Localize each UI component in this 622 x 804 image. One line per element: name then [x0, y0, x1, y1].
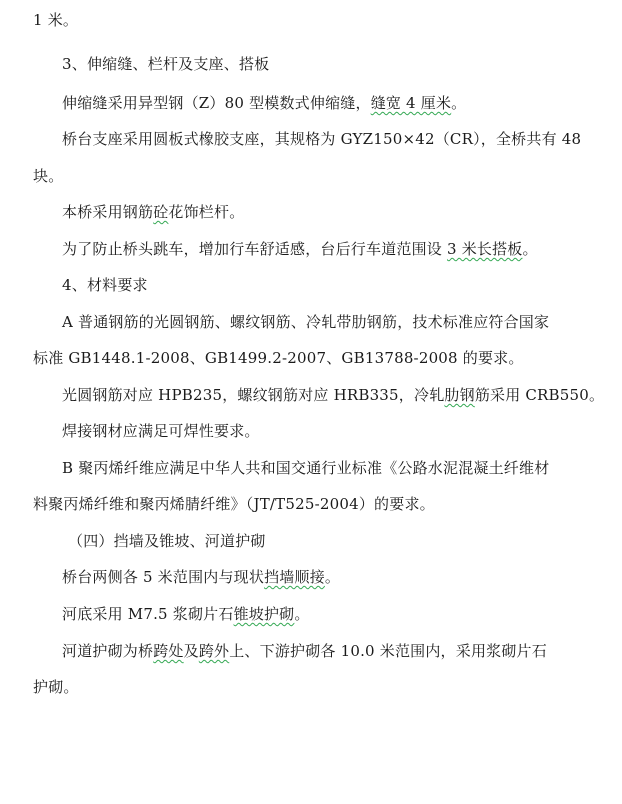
text-span: 河道护砌为桥	[62, 642, 154, 660]
text-span: 花饰栏杆。	[168, 203, 245, 221]
text-line	[62, 421, 260, 441]
text-span: 护砌。	[33, 678, 79, 696]
text-line	[33, 10, 78, 30]
text-span: 块。	[33, 167, 64, 185]
section-heading	[62, 54, 269, 74]
text-span: 4、材料要求	[62, 276, 148, 294]
text-span: 伸缩缝采用异型钢（Z）80 型模数式伸缩缝，	[62, 94, 371, 112]
text-span: 本桥采用钢筋	[62, 203, 154, 221]
text-line	[33, 166, 63, 186]
text-line	[62, 458, 549, 478]
text-span: 上、下游护砌各 10.0 米范围内，采用浆砌片石	[229, 642, 547, 660]
section-heading	[68, 531, 266, 551]
text-line	[62, 567, 340, 587]
text-span: B 聚丙烯纤维应满足中华人共和国交通行业标准《公路水泥混凝土纤维材	[62, 459, 550, 477]
section-heading	[62, 275, 148, 295]
text-span: A 普通钢筋的光圆钢筋、螺纹钢筋、冷轧带肋钢筋，技术标准应符合国家	[62, 313, 550, 331]
text-span: 。	[294, 605, 310, 623]
text-line	[62, 129, 581, 149]
text-span: 。	[324, 568, 341, 586]
grammar-flag[interactable]: 3 米长搭板	[446, 240, 523, 258]
grammar-flag[interactable]: 肋钢	[444, 386, 475, 404]
text-span: 料聚丙烯纤维和聚丙烯腈纤维》（JT/T525-2004）的要求。	[33, 495, 435, 513]
text-line	[33, 348, 524, 368]
text-span: 焊接钢材应满足可焊性要求。	[62, 422, 260, 440]
text-span: 。	[451, 94, 467, 112]
text-span: 筋采用 CRB550。	[474, 386, 605, 404]
text-span: 桥台两侧各 5 米范围内与现状	[62, 568, 265, 586]
text-span: （四）挡墙及锥坡、河道护砌	[68, 532, 266, 550]
text-line	[62, 93, 466, 113]
text-line	[33, 677, 79, 697]
text-span: 光圆钢筋对应 HPB235，螺纹钢筋对应 HRB335，冷轧	[62, 386, 445, 404]
text-span: 及	[183, 642, 199, 660]
grammar-flag[interactable]: 跨外	[198, 642, 230, 660]
grammar-flag[interactable]: 锥坡护砌	[233, 605, 295, 623]
grammar-flag[interactable]: 砼	[153, 203, 169, 221]
text-span: 标准 GB1448.1-2008、GB1499.2-2007、GB13788-2008 的要求。	[33, 349, 524, 367]
text-line	[62, 641, 547, 661]
grammar-flag[interactable]: 缝宽 4 厘米	[370, 94, 452, 112]
text-span: 3、伸缩缝、栏杆及支座、搭板	[62, 55, 270, 73]
text-line	[62, 202, 244, 222]
text-line	[33, 494, 435, 514]
text-span: 为了防止桥头跳车，增加行车舒适感，台后行车道范围设	[62, 240, 447, 258]
text-line	[62, 312, 549, 332]
text-span: 。	[522, 240, 538, 258]
text-line	[62, 604, 310, 624]
text-span: 河底采用 M7.5 浆砌片石	[62, 605, 234, 623]
text-span: 桥台支座采用圆板式橡胶支座，其规格为 GYZ150×42（CR），全桥共有 48	[62, 130, 582, 148]
text-line	[62, 239, 538, 259]
grammar-flag[interactable]: 挡墙顺接	[264, 568, 325, 586]
grammar-flag[interactable]: 跨处	[153, 642, 184, 660]
text-line	[62, 385, 604, 405]
text-span: 1 米。	[33, 11, 79, 29]
